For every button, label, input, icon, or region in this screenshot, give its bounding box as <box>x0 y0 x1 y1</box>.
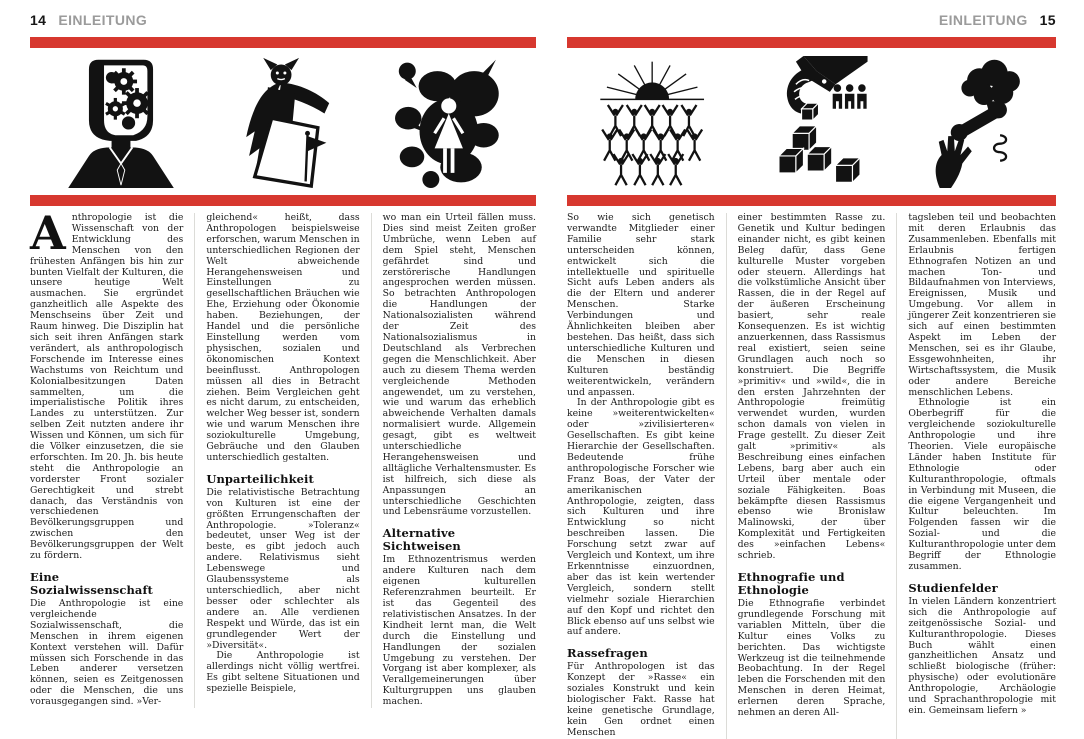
paragraph: Die Anthropologie ist allerdings nicht völlig wertfrei. Es gibt seltene Situationen und spezielle Beispiele, <box>206 650 360 695</box>
red-rule-bottom <box>30 195 536 206</box>
subheading: Unparteilichkeit <box>206 471 314 486</box>
text-column <box>896 213 1056 739</box>
text-columns <box>567 213 1056 739</box>
paragraph: In der Anthropologie gibt es keine »weiterentwickelten« oder »zivilisierteren« Gesellschaften. Es gibt keine Hierarchie der Gesellschaften. Bedeutende frühe anthropologische Forscher wie Franz Boas, der Vater der amerikanischen Anthropologie, zeigten, dass sich Kulturen und ihre Entwicklung so nicht beschreiben lassen. Die Forschung setzt zwar auf Vergleich und Kontext, um ihre Erkenntnisse einzuordnen, aber das ist kein wertender Vergleich, sondern stellt vielmehr soziale Hierarchien auf den Kopf und richtet den Blick ebenso auf uns selbst wie auf andere. <box>567 397 715 638</box>
text-column <box>726 213 886 739</box>
illustration-band-right <box>567 48 1056 195</box>
telephone-and-cloud-icon <box>905 56 1031 188</box>
paragraph: wo man ein Urteil fällen muss. Dies sind meist Zeiten großer Umbrüche, wenn Leben auf dem Spiel steht, Menschen gefährdet sind und zerstörerische Handlungen angesprochen werden müssen. So betrachten Anthropologen die Handlungen der Nationalsozialisten während der Zeit des Nationalsozialismus in Deutschland als Verbrechen gegen die Menschlichkeit. Aber auch zu diesem Thema werden vergleichende Methoden angewendet, um zu verstehen, wie und warum das erheblich abweichende Verhalten damals normalisiert wurde. Allgemein gesagt, gibt es weltweit unterschiedliche Herangehensweisen und alltägliche Verhaltensmuster. Es ist hilfreich, sich diese als Anpassungen an unterschiedliche Geschichten und Lebensräume vorzustellen. <box>382 212 536 518</box>
page-right <box>542 0 1084 738</box>
paragraph: Anthropologie ist die Wissenschaft von der Entwicklung des Menschen von den frühesten Anfängen bis hin zur bunten Vielfalt der Kulturen, die unsere heutige Welt ausmachen. Sie ergründet ganzheitlich alle Aspekte des Menschseins über Zeit und Raum hinweg. Die Disziplin hat sich seit ihren Anfängen stark verändert, als anthropologisch Forschende im Interesse eines Wachstums von Reichtum und Kolonialbesitzungen Daten sammelten, um die imperialistische Politik ihres Landes zu unterstützen. Zur selben Zeit nutzten andere ihr Wissen und Können, um sich für die Völker einzusetzen, die sie erforschten. Im 20. Jh. bis heute steht die Anthropologie an vorderster Front sozialer Gerechtigkeit und strebt danach, das Verständnis von verschiedenen Bevölkerungsgruppen und zwischen den Bevölkerungsgruppen der Welt zu fördern. <box>30 206 184 562</box>
section-title: EINLEITUNG <box>58 12 148 28</box>
text-columns <box>30 206 536 708</box>
hand-picking-blocks-icon <box>748 56 874 188</box>
paragraph: Für Anthropologen ist das Konzept der »Rasse« ein soziales Konstrukt und kein biologischer Fakt. Rasse hat keine genetische Grundlage, kein Gen ordnet einen Menschen <box>567 661 715 738</box>
section-title: EINLEITUNG <box>938 12 1028 28</box>
subheading: Studienfelder <box>908 580 998 595</box>
text-column <box>194 213 359 708</box>
red-rule-bottom <box>567 195 1056 206</box>
drop-cap: A <box>30 206 66 260</box>
paragraph: Die Ethnografie verbindet grundlegende Forschung mit variablen Mitteln, über die Kultur eines Volks zu berichten. Das wichtigste Werkzeug ist die teilnehmende Beobachtung. In der Regel leben die Forschenden mit den Menschen in deren Heimat, erlernen deren Sprache, nehmen an deren All- <box>737 598 886 719</box>
paragraph: So wie sich genetisch verwandte Mitglieder einer Familie sehr stark unterscheiden können, entwickelt sich die intellektuelle und spirituelle Sicht aufs Leben anders als die der Eltern und anderer Menschen. Starke Verbindungen und Ähnlichkeiten bleiben aber bestehen. Das heißt, dass sich unterschiedliche Kulturen und die Menschen in diesen Kulturen beständig weiterentwickeln, verändern und anpassen. <box>567 212 715 398</box>
text-column <box>567 213 715 739</box>
devil-with-flag-icon <box>220 56 346 188</box>
paragraph: Die relativistische Betrachtung von Kulturen ist eine der größten Errungenschaften der Anthropologie. »Toleranz« bedeutet, unser Weg ist der beste, es gibt jedoch auch andere. Relativismus sieht Lebenswege und Glaubenssysteme als unterschiedlich, aber nicht besser oder schlechter als andere an. Alle verdienen Respekt und Würde, das ist ein grundlegender Wert der »Diversität«. <box>206 486 360 651</box>
sun-over-crowd-icon <box>592 56 718 188</box>
subheading: Ethnografie und Ethnologie <box>737 570 845 597</box>
page-header-right <box>567 12 1056 34</box>
paragraph: gleichend« heißt, dass Anthropologen beispielsweise erforschen, warum Menschen in unterschiedlichen Regionen der Welt abweichende Herangehensweisen und Einstellungen zu gesellschaftlichen Bräuchen wie Ehe, Erziehung oder Ökonomie haben. Beziehungen, der Handel und die persönliche Einstellung werden vom physischen, sozialen und ökonomischen Kontext beeinflusst. Anthropologen müssen all dies in Betracht ziehen. Beim Vergleichen geht es nicht darum, zu entscheiden, welcher Weg besser ist, sondern wie und warum Menschen ihre soziokulturelle Umgebung, Gebräuche und den Glauben unterschiedlich gestalten. <box>206 212 360 463</box>
red-rule-top <box>30 37 536 48</box>
page-left <box>0 0 542 708</box>
head-with-gears-icon <box>58 56 184 188</box>
subheading: Alternative Sichtweisen <box>382 526 461 554</box>
paragraph: tagsleben teil und beobachten mit deren Erlaubnis das Zusammenleben. Ebenfalls mit Erlaubnis fertigen Ethnografen Notizen an und machen Ton- und Bildaufnahmen von Interviews, Ereignissen, Musik und Umgebung. Vor allem in jüngerer Zeit konzentrieren sie sich auf einen bestimmten Aspekt im Leben der Menschen, sei es ihr Glaube, Essgewohnheiten, ihr Wirtschaftssystem, die Musik oder andere Bereiche menschlichen Lebens. <box>908 212 1057 398</box>
page-number: 15 <box>1039 12 1056 28</box>
red-rule-top <box>567 37 1056 48</box>
subheading: Eine Sozialwissenschaft <box>30 570 153 597</box>
page-number: 14 <box>30 12 47 28</box>
paragraph: In vielen Ländern konzentriert sich die Anthropologie auf zeitgenössische Sozial- und Kulturanthropologie. Dieses Buch wählt einen ganzheitlichen Ansatz und schließt biologische (früher: physische) oder evolutionäre Anthropologie, Archäologie und Sprachanthropologie mit ein. Gemeinsam liefern » <box>908 595 1057 716</box>
paragraph: Die Anthropologie ist eine vergleichende Sozialwissenschaft, die Menschen in ihrem eigenen Kontext verstehen will. Dafür müssen sich Forschende in das Leben anderer versetzen können, seien es Zeitgenossen oder die Menschen, die uns vorausgegangen sind. »Ver- <box>30 598 184 708</box>
text-column <box>30 206 184 708</box>
figure-with-speech-bubbles-icon <box>382 56 508 188</box>
illustration-band-left <box>30 48 536 195</box>
page-header-left <box>30 12 536 34</box>
paragraph: einer bestimmten Rasse zu. Genetik und Kultur bedingen einander nicht, es gibt keinen Beleg dafür, dass Gene kulturelle Muster vorgeben oder steuern. Allerdings hat die volkstümliche Ansicht über Rassen, die in der Regel auf der äußeren Erscheinung basiert, sehr reale Konsequenzen. Es ist wichtig anzuerkennen, dass Rassismus real existiert, seien seine Grundlagen auch noch so konstruiert. Die Begriffe »primitiv« und »wild«, die in den ersten Jahrzehnten der Anthropologie freimütig verwendet wurden, wurden schon damals von vielen in Frage gestellt. Zu dieser Zeit galt »primitiv« als Beschreibung eines einfachen Lebens, barg aber auch ein Urteil über mentale oder soziale Fähigkeiten. Boas bekämpfte diesen Rassismus ebenso wie Bronisław Malinowski, der über Komplexität und Fertigkeiten des »einfachen Lebens« schrieb. <box>737 212 886 562</box>
paragraph: Im Ethnozentrismus werden andere Kulturen nach dem eigenen kulturellen Referenzrahmen beurteilt. Er ist das Gegenteil des relativistischen Ansatzes. In der Kindheit lernt man, die Welt durch die Einstellung und Handlungen der sozialen Umgebung zu verstehen. Der Vorgang ist aber komplexer, als Verallgemeinerungen über Kulturgruppen uns glauben machen. <box>382 554 536 708</box>
paragraph: Ethnologie ist ein Oberbegriff für die vergleichende soziokulturelle Anthropologie und ihre Theorien. Viele europäische Länder haben Institute für Ethnologie oder Kulturanthropologie, oftmals in Verbindung mit Museen, die die eigene Vergangenheit und Kultur beleuchten. Im Folgenden fassen wir die Sozial- und die Kulturanthropologie unter dem Begriff der Ethnologie zusammen. <box>908 397 1057 572</box>
text-column <box>371 213 536 708</box>
subheading: Rassefragen <box>567 646 648 661</box>
